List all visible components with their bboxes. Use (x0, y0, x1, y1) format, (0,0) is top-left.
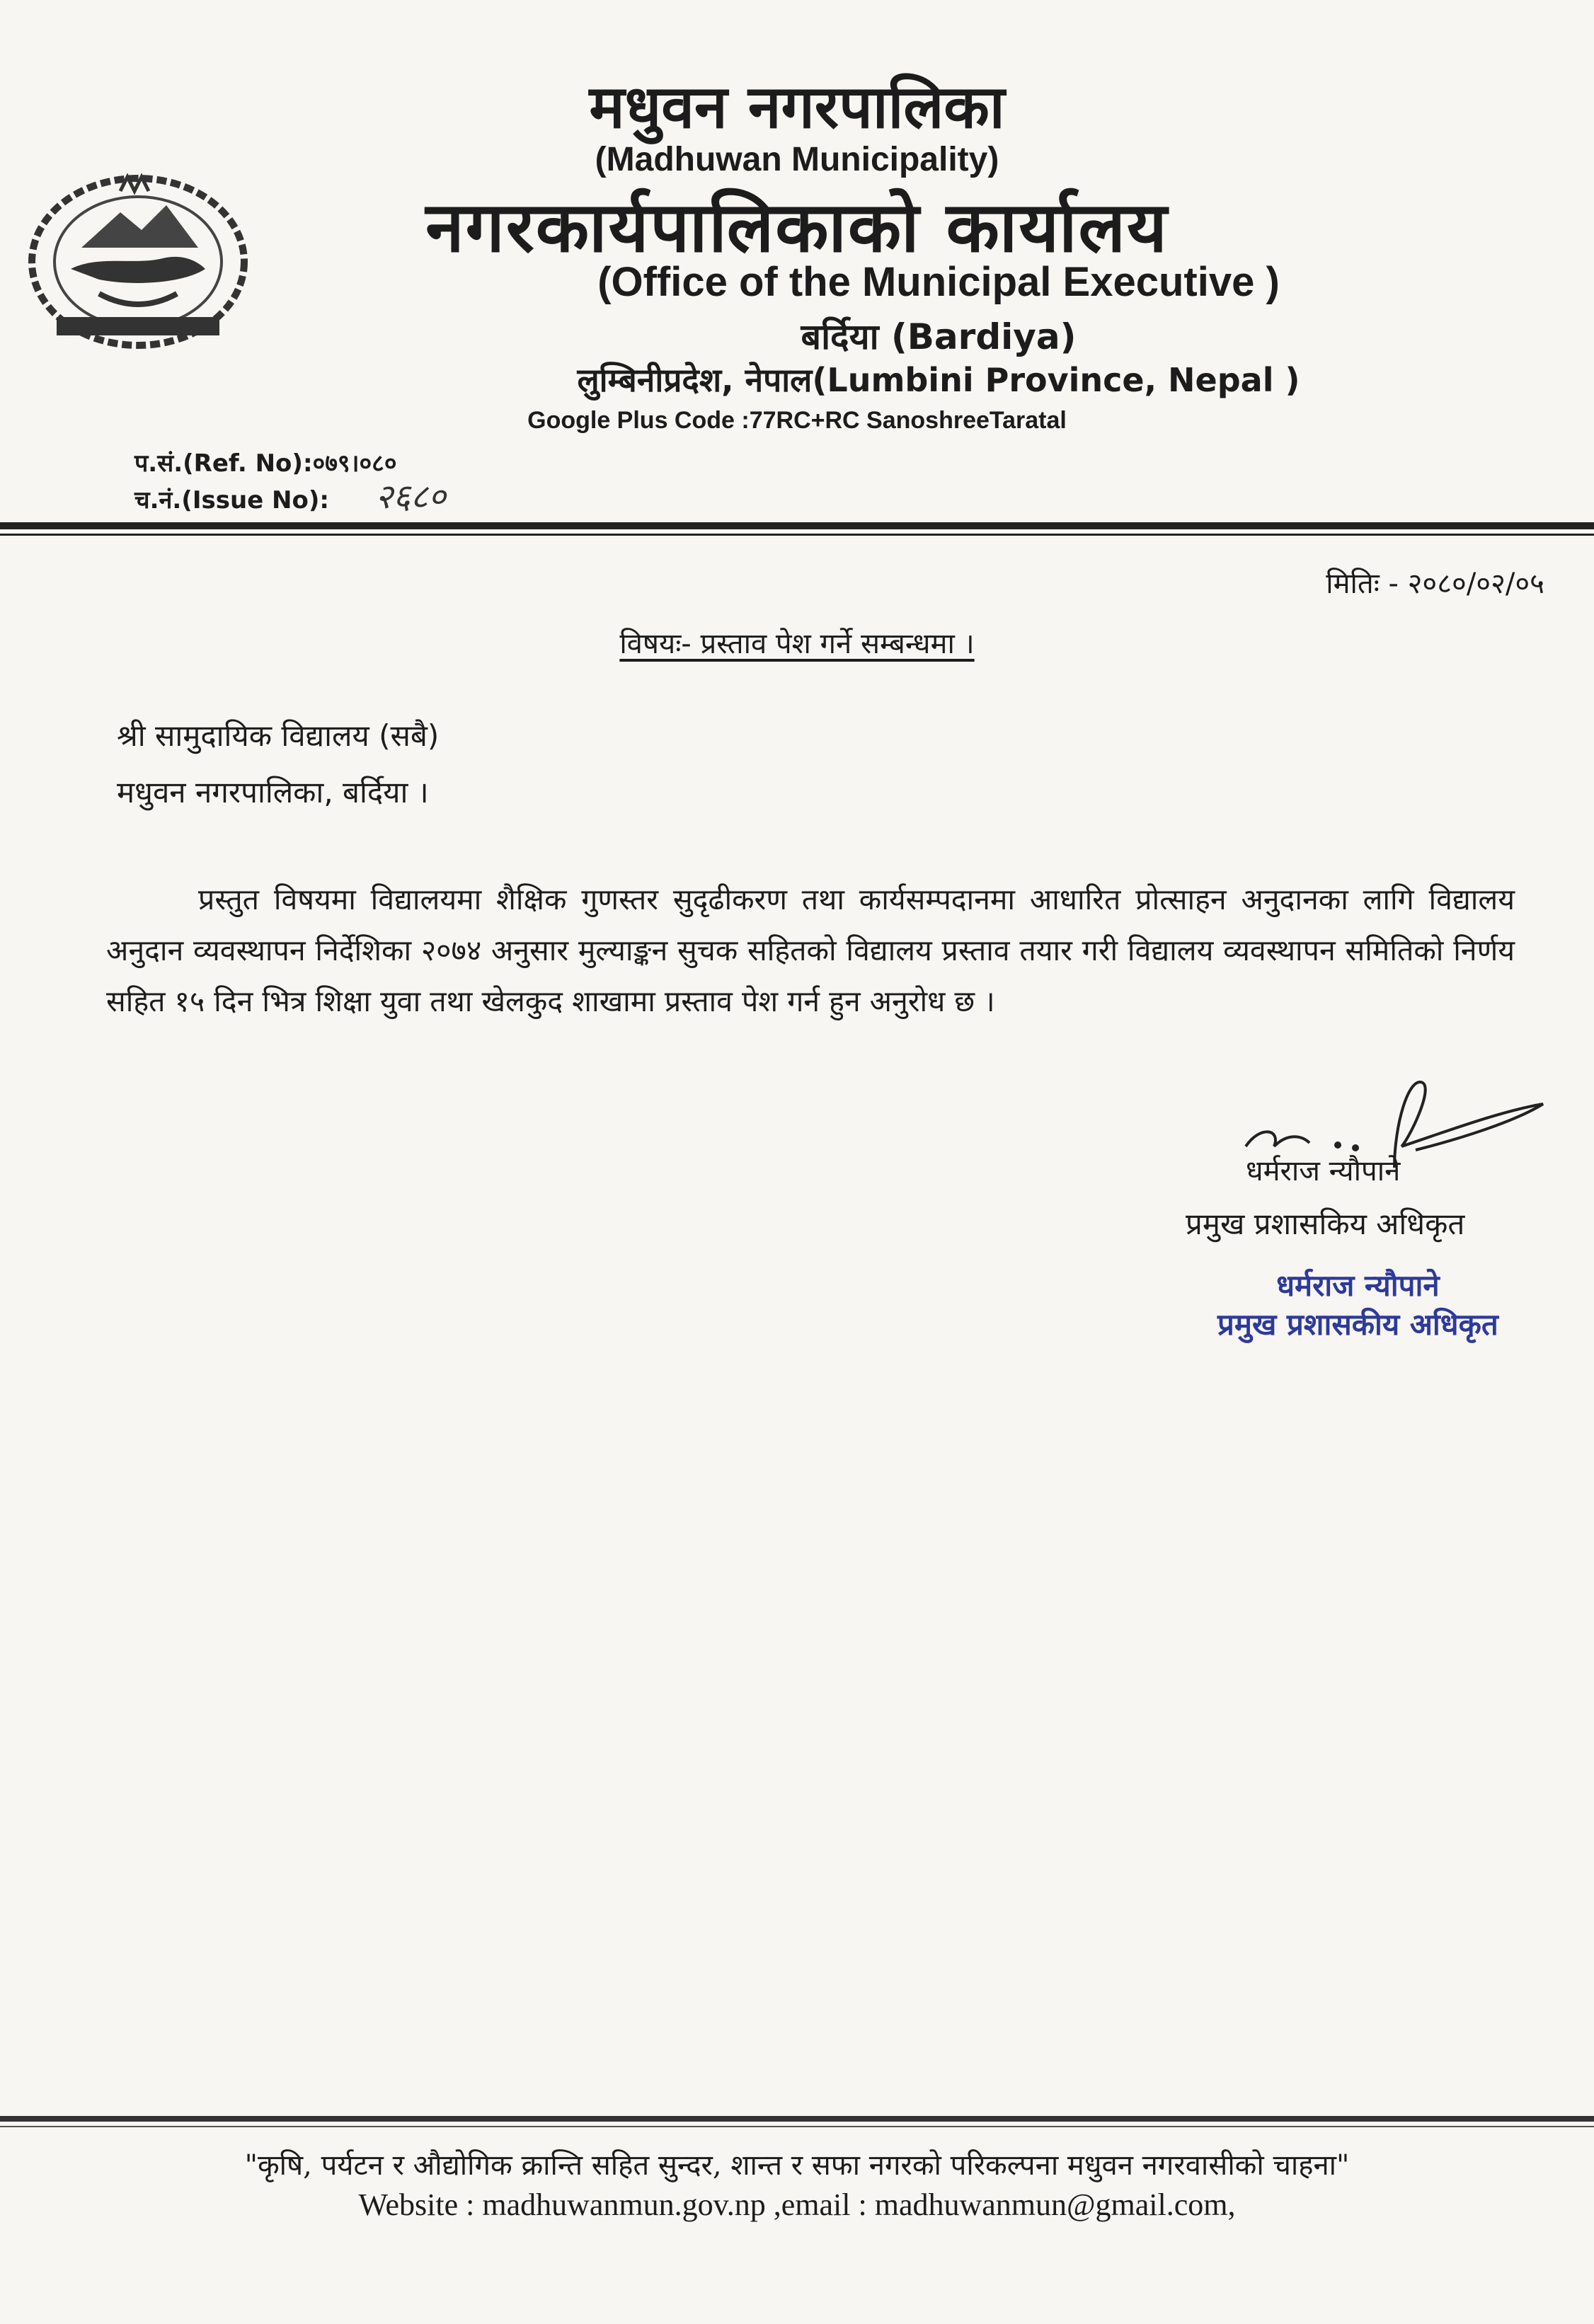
addressee-line-2: मधुवन नगरपालिका, बर्दिया । (117, 775, 429, 810)
issue-number-value: २६८० (375, 477, 446, 517)
addressee-line-1: श्री सामुदायिक विद्यालय (सबै) (117, 718, 440, 753)
footer-divider-thin (0, 2126, 1594, 2127)
province-name: लुम्बिनीप्रदेश, नेपाल(Lumbini Province, Nepal ) (577, 361, 1300, 399)
municipality-name-en: (Madhuwan Municipality) (595, 141, 999, 178)
signer-name: धर्मराज न्यौपाने (1246, 1155, 1401, 1187)
letter-date: मितिः - २०८०/०२/०५ (1326, 568, 1544, 600)
footer-slogan: "कृषि, पर्यटन र औद्योगिक क्रान्ति सहित सुन्दर, शान्त र सफा नगरको परिकल्पना मधुवन नगरवासीको चाहना" (244, 2149, 1350, 2182)
stamp-title: प्रमुख प्रशासकीय अधिकृत (1217, 1306, 1498, 1342)
issue-number-label: च.नं.(Issue No): (134, 486, 330, 514)
header-divider (0, 522, 1594, 529)
signer-title: प्रमुख प्रशासकिय अधिकृत (1186, 1207, 1465, 1241)
office-name-en: (Office of the Municipal Executive ) (597, 259, 1280, 305)
district-name: बर्दिया (Bardiya) (801, 316, 1077, 357)
footer-divider (0, 2116, 1594, 2122)
reference-number: प.सं.(Ref. No):०७९।०८० (134, 449, 397, 478)
official-stamp (1217, 1267, 1498, 1344)
office-name-ne: नगरकार्यपालिकाको कार्यालय (425, 188, 1169, 268)
municipality-name-ne: मधुवन नगरपालिका (589, 72, 1005, 142)
header-divider-thin (0, 534, 1594, 536)
footer-contact: Website : madhuwanmun.gov.np ,email : madhuwanmun@gmail.com, (358, 2187, 1236, 2222)
letter-body: प्रस्तुत विषयमा विद्यालयमा शैक्षिक गुणस्तर सुदृढीकरण तथा कार्यसम्पदानमा आधारित प्रोत्साहन अनुदानका लागि विद्यालय अनुदान व्यवस्थापन निर्देशिका २०७४ अनुसार मुल्याङ्कन सुचक सहितको विद्यालय प्रस्ताव तयार गरी विद्यालय व्यवस्थापन समितिको निर्णय सहित १५ दिन भित्र शिक्षा युवा तथा खेलकुद शाखामा प्रस्ताव पेश गर्न हुन अनुरोध छ । (106, 882, 1515, 1019)
plus-code: Google Plus Code :77RC+RC SanoshreeTaratal (527, 407, 1067, 434)
letter-subject: विषयः- प्रस्ताव पेश गर्ने सम्बन्धमा । (619, 628, 975, 660)
stamp-name: धर्मराज न्यौपाने (1276, 1268, 1440, 1303)
